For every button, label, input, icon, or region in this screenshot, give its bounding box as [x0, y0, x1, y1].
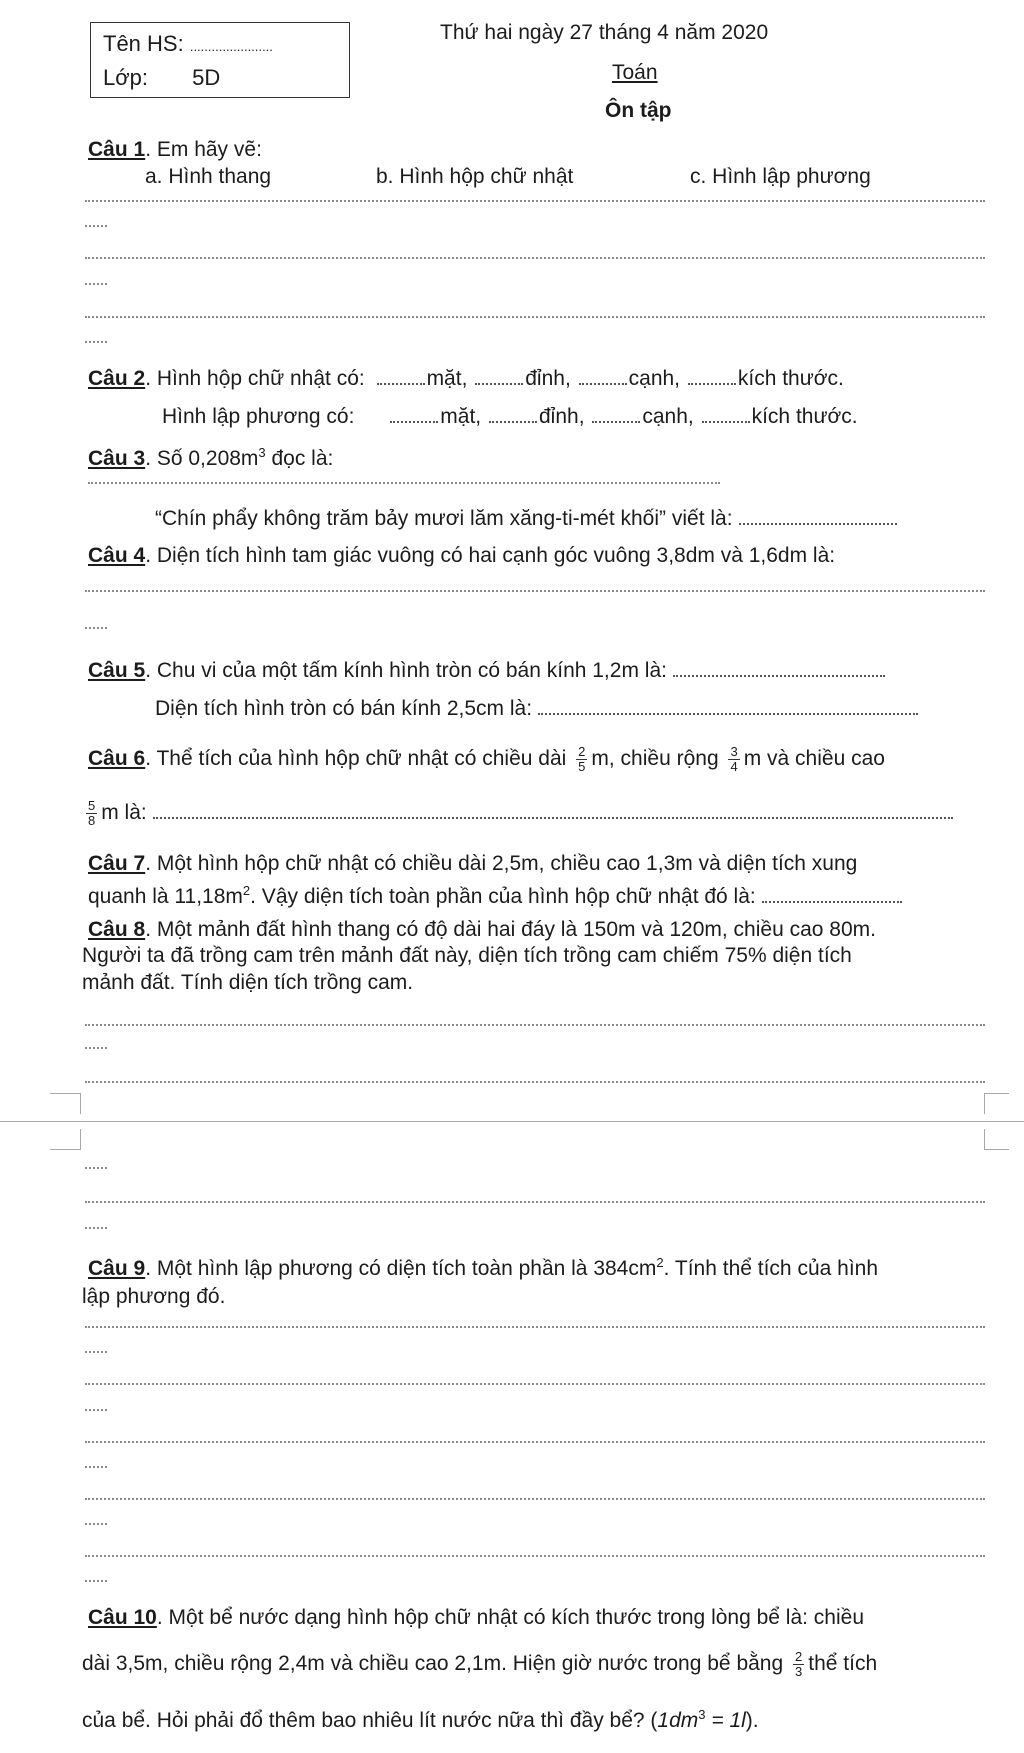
- answer-line-cont: [85, 1227, 107, 1229]
- page-title: Ôn tập: [605, 99, 672, 122]
- class-label: Lớp:: [103, 65, 149, 90]
- q1-option-a: a. Hình thang: [145, 165, 272, 188]
- answer-line[interactable]: [85, 1383, 985, 1385]
- question-text: . Thể tích của hình hộp chữ nhật có chiều dài: [145, 747, 567, 771]
- question-text: . Số 0,208m: [145, 447, 259, 470]
- answer-blank[interactable]: [673, 657, 885, 677]
- question-label: Câu 9: [88, 1257, 146, 1280]
- question-text: Hình lập phương có:: [162, 405, 355, 428]
- question-5: [88, 657, 887, 684]
- answer-blank[interactable]: [475, 365, 523, 385]
- fraction-denominator: 3: [795, 1664, 803, 1679]
- question-text: m là:: [101, 801, 147, 825]
- answer-blank[interactable]: [702, 403, 750, 423]
- page-corner-mark: [50, 1093, 81, 1114]
- student-name-blank[interactable]: .......................: [189, 39, 273, 54]
- question-2-line-2: [162, 403, 858, 430]
- answer-line-cont: [85, 627, 107, 629]
- student-info-box: [90, 22, 350, 98]
- question-8-line-1: [88, 917, 876, 943]
- question-text: Diện tích hình tròn có bán kính 2,5cm là:: [155, 697, 533, 720]
- page-corner-mark: [984, 1093, 1009, 1114]
- answer-line[interactable]: [85, 1201, 985, 1203]
- answer-line-cont: [85, 225, 107, 227]
- page-break-divider: [0, 1121, 1024, 1122]
- answer-line[interactable]: [85, 316, 985, 318]
- question-10-line-2: [82, 1650, 877, 1679]
- answer-blank[interactable]: [489, 403, 537, 423]
- q1-option-b: b. Hình hộp chữ nhật: [376, 165, 574, 188]
- answer-line-cont: [85, 341, 107, 343]
- question-text: của bể. Hỏi phải đổ thêm bao nhiêu lít nước nữa thì đầy bể? (: [82, 1709, 658, 1732]
- student-name-row: [103, 31, 273, 57]
- question-text: “Chín phẩy không trăm bảy mươi lăm xăng-ti-mét khối” viết là:: [155, 507, 733, 530]
- question-5-line-2: [155, 695, 920, 722]
- answer-blank[interactable]: [688, 365, 736, 385]
- question-6-line-2: [82, 799, 955, 828]
- superscript: 3: [698, 1707, 706, 1722]
- answer-blank[interactable]: [592, 403, 640, 423]
- question-text: thể tích: [808, 1652, 878, 1676]
- subject-title: Toán: [612, 61, 658, 84]
- question-label: Câu 4: [88, 544, 146, 567]
- question-label: Câu 7: [88, 852, 146, 875]
- fraction: [576, 745, 587, 774]
- question-6-line-1: [88, 745, 885, 774]
- question-text: quanh là 11,18m: [88, 885, 243, 908]
- unit-math: 1dm: [657, 1709, 699, 1732]
- question-text: ).: [745, 1709, 759, 1732]
- class-row: [103, 65, 220, 91]
- fraction-numerator: 5: [88, 798, 96, 813]
- answer-line[interactable]: [85, 1498, 985, 1500]
- question-text: . Một mảnh đất hình thang có độ dài hai đáy là 150m và 120m, chiều cao 80m.: [145, 918, 876, 941]
- question-text: dài 3,5m, chiều rộng 2,4m và chiều cao 2,1m. Hiện giờ nước trong bể bằng: [82, 1652, 784, 1676]
- answer-line-cont: [85, 1047, 107, 1049]
- fraction: [793, 1650, 804, 1679]
- answer-line[interactable]: [85, 257, 985, 259]
- answer-line[interactable]: [85, 1024, 985, 1026]
- fraction: [728, 745, 739, 774]
- unit-text: đỉnh,: [538, 405, 585, 428]
- answer-line-cont: [85, 1523, 107, 1525]
- q1-option-c: c. Hình lập phương: [690, 165, 871, 188]
- question-9-line-2: lập phương đó.: [82, 1285, 226, 1308]
- answer-line-cont: [85, 1580, 107, 1582]
- question-text: m và chiều cao: [743, 747, 885, 771]
- unit-text: mặt,: [440, 405, 482, 428]
- question-label: Câu 2: [88, 367, 146, 390]
- question-text: . Một hình hộp chữ nhật có chiều dài 2,5m, chiều cao 1,3m và diện tích xung: [145, 852, 858, 875]
- unit-text: kích thước.: [751, 405, 858, 428]
- answer-line-cont: [85, 1167, 107, 1169]
- date-line: Thứ hai ngày 27 tháng 4 năm 2020: [440, 21, 769, 44]
- fraction-denominator: 8: [88, 813, 96, 828]
- question-9-line-1: [88, 1250, 878, 1282]
- answer-line-cont: [85, 1409, 107, 1411]
- unit-text: đỉnh,: [525, 367, 571, 390]
- answer-blank[interactable]: [762, 883, 902, 903]
- superscript: 2: [656, 1255, 664, 1270]
- question-text: m, chiều rộng: [591, 747, 719, 771]
- question-3-line-2: [155, 505, 899, 532]
- question-text: . Vậy diện tích toàn phần của hình hộp chữ nhật đó là:: [250, 885, 756, 908]
- unit-math: = 1l: [705, 1709, 746, 1732]
- question-7-line-2: [88, 878, 904, 910]
- unit-text: mặt,: [426, 367, 468, 390]
- answer-line[interactable]: [88, 482, 720, 484]
- superscript: 3: [258, 445, 266, 460]
- question-text: . Diện tích hình tam giác vuông có hai cạnh góc vuông 3,8dm và 1,6dm là:: [145, 544, 836, 567]
- question-8-line-3: mảnh đất. Tính diện tích trồng cam.: [82, 971, 414, 994]
- page-corner-mark: [50, 1129, 81, 1150]
- answer-line[interactable]: [85, 1326, 985, 1328]
- question-text: . Một hình lập phương có diện tích toàn phần là 384cm: [145, 1257, 657, 1280]
- question-text: . Một bể nước dạng hình hộp chữ nhật có kích thước trong lòng bể là: chiều: [156, 1606, 865, 1629]
- question-text: . Tính thể tích của hình: [663, 1257, 879, 1280]
- question-label: Câu 10: [88, 1606, 157, 1629]
- question-label: Câu 1: [88, 138, 146, 161]
- question-1: [88, 137, 262, 163]
- question-3: [88, 440, 333, 472]
- unit-text: kích thước.: [737, 367, 844, 390]
- fraction: [86, 799, 97, 828]
- superscript: 2: [242, 883, 251, 898]
- question-10-line-1: [88, 1605, 864, 1631]
- question-label: Câu 3: [88, 447, 146, 470]
- page-corner-mark: [984, 1129, 1009, 1150]
- answer-line[interactable]: [85, 590, 985, 592]
- question-10-line-3: [82, 1702, 759, 1734]
- unit-text: cạnh,: [628, 367, 681, 390]
- fraction-numerator: 3: [730, 744, 738, 759]
- fraction-denominator: 5: [578, 759, 586, 774]
- answer-line[interactable]: [85, 1555, 985, 1557]
- student-name-label: Tên HS:: [103, 31, 184, 56]
- answer-line[interactable]: [85, 200, 985, 202]
- fraction-denominator: 4: [730, 759, 738, 774]
- answer-blank[interactable]: [377, 365, 425, 385]
- answer-blank[interactable]: [538, 695, 918, 715]
- question-2-line-1: [88, 365, 844, 392]
- answer-line[interactable]: [85, 1081, 985, 1083]
- answer-line-cont: [85, 1466, 107, 1468]
- class-value: 5D: [192, 65, 221, 90]
- question-8-line-2: Người ta đã trồng cam trên mảnh đất này, diện tích trồng cam chiếm 75% diện tích: [82, 944, 852, 967]
- question-text: . Em hãy vẽ:: [145, 138, 262, 161]
- question-text: . Chu vi của một tấm kính hình tròn có bán kính 1,2m là:: [145, 659, 667, 682]
- question-label: Câu 8: [88, 918, 146, 941]
- question-4: [88, 543, 835, 569]
- question-label: Câu 5: [88, 659, 146, 682]
- fraction-numerator: 2: [578, 744, 586, 759]
- question-7-line-1: [88, 851, 857, 877]
- answer-blank[interactable]: [579, 365, 627, 385]
- answer-blank[interactable]: [153, 799, 953, 819]
- question-text: . Hình hộp chữ nhật có:: [145, 367, 365, 390]
- answer-blank[interactable]: [390, 403, 438, 423]
- unit-text: cạnh,: [642, 405, 694, 428]
- answer-blank[interactable]: [739, 505, 897, 525]
- question-label: Câu 6: [88, 747, 146, 771]
- fraction-numerator: 2: [795, 1649, 803, 1664]
- answer-line-cont: [85, 1351, 107, 1353]
- question-text: đọc là:: [265, 447, 334, 470]
- answer-line-cont: [85, 283, 107, 285]
- answer-line[interactable]: [85, 1441, 985, 1443]
